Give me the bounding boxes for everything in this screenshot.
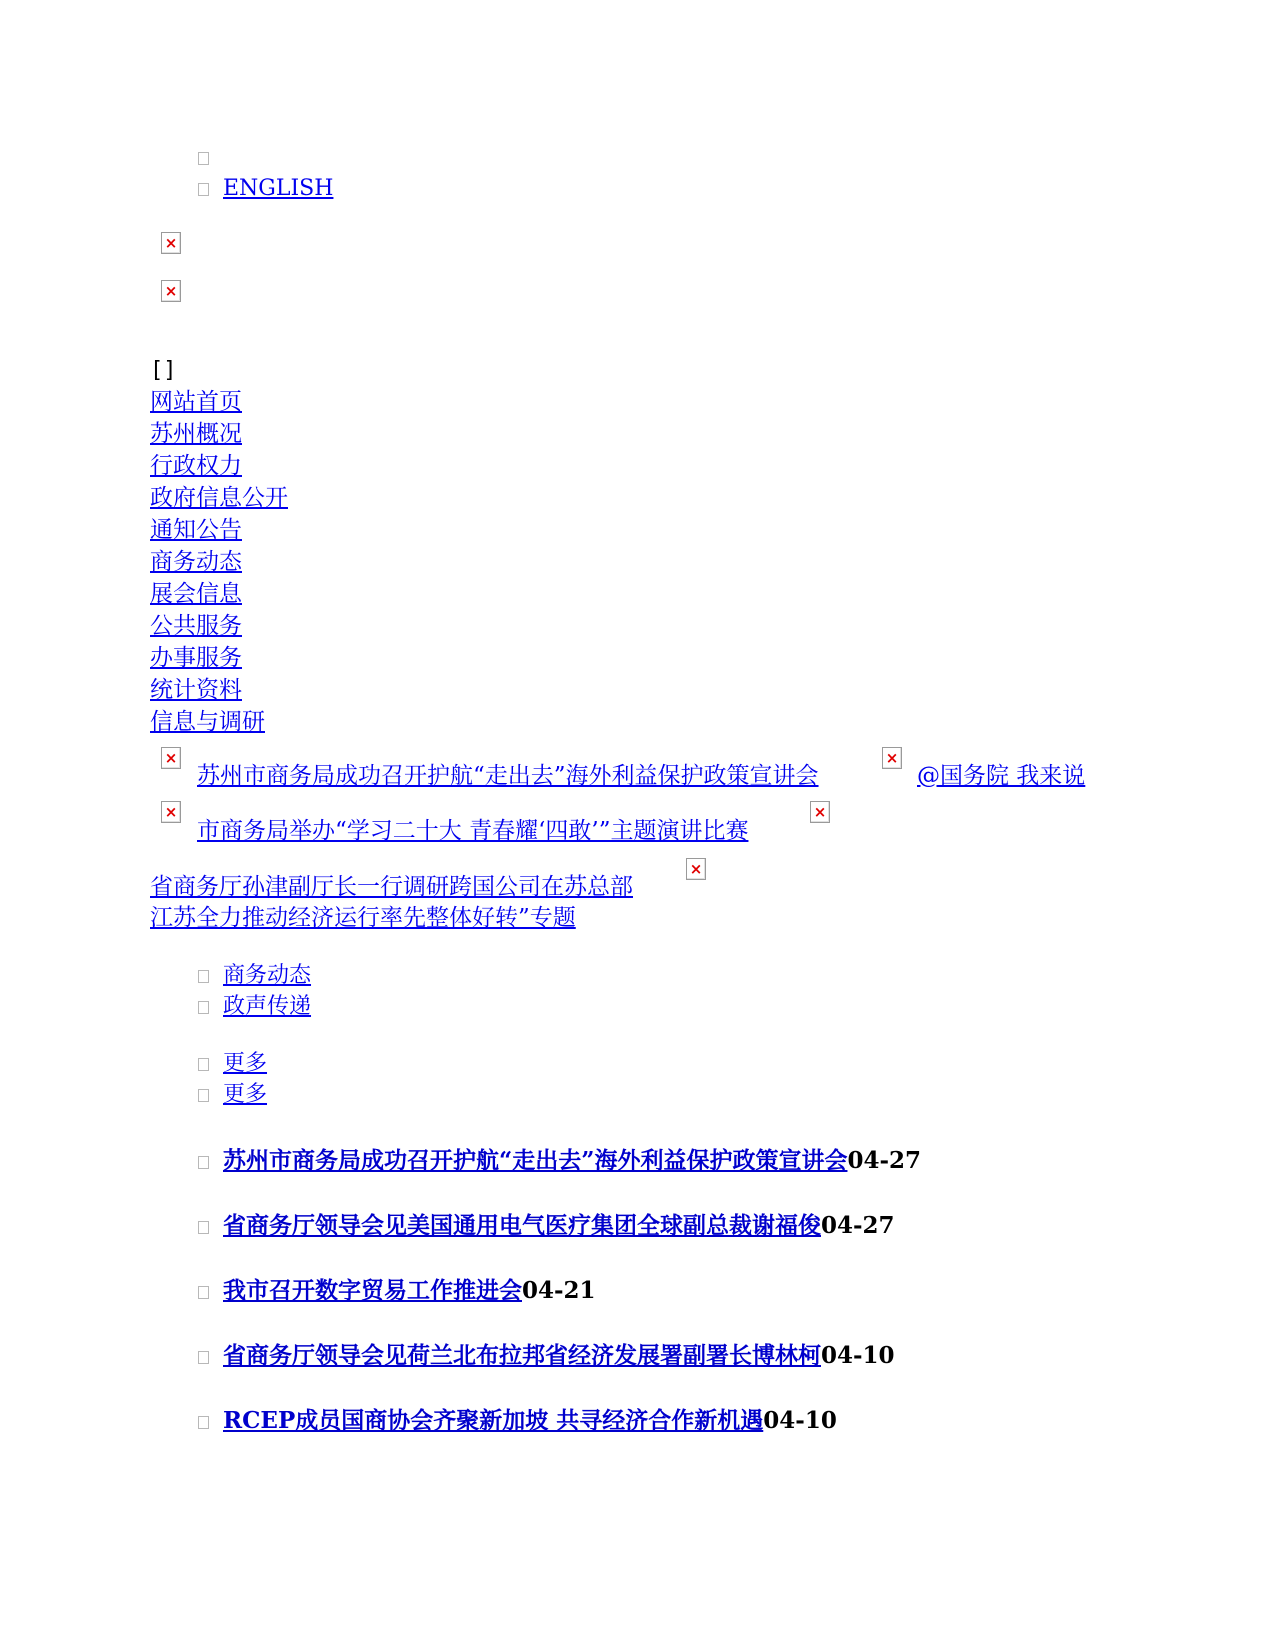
broken-image-icon (686, 858, 706, 880)
main-nav (150, 386, 288, 738)
news-link[interactable]: 我市召开数字贸易工作推进会 (223, 1277, 522, 1304)
nav-link-gov-info[interactable]: 政府信息公开 (150, 485, 288, 511)
bullet-icon (198, 970, 209, 983)
nav-link-exhibitions[interactable]: 展会信息 (150, 581, 242, 607)
news-date: 04-10 (821, 1342, 895, 1369)
placeholder-glyph: [] (150, 358, 177, 383)
news-date: 04-27 (847, 1147, 922, 1174)
broken-image-icon (161, 232, 181, 254)
top-link-item[interactable] (198, 142, 333, 173)
bullet-icon (198, 1089, 209, 1102)
bullet-icon (198, 183, 209, 196)
broken-image-icon (161, 747, 181, 769)
nav-item[interactable] (150, 482, 288, 514)
tab-business-news[interactable]: 商务动态 (223, 963, 312, 988)
nav-item[interactable] (150, 706, 288, 738)
featured-link-1[interactable]: 苏州市商务局成功召开护航“走出去”海外利益保护政策宣讲会 (197, 763, 819, 789)
tab-item[interactable] (198, 960, 311, 991)
featured-link-4[interactable]: 省商务厅孙津副厅长一行调研跨国公司在苏总部 (150, 874, 633, 900)
news-date: 04-10 (763, 1407, 837, 1434)
more-link[interactable]: 更多 (223, 1051, 268, 1076)
featured-link-5[interactable]: 江苏全力推动经济运行率先整体好转”专题 (150, 905, 576, 931)
bullet-icon (198, 1286, 209, 1299)
broken-image-icon (882, 747, 902, 769)
tab-government-voice[interactable]: 政声传递 (223, 994, 312, 1019)
list-item (198, 1405, 921, 1470)
news-link[interactable]: 苏州市商务局成功召开护航“走出去”海外利益保护政策宣讲会 (223, 1147, 848, 1174)
nav-link-public-services[interactable]: 公共服务 (150, 613, 242, 639)
list-item (198, 1210, 921, 1275)
nav-item[interactable] (150, 386, 288, 418)
featured-link-2[interactable]: @国务院 我来说 (917, 763, 1086, 789)
tab-item[interactable] (198, 991, 311, 1022)
bullet-icon (198, 1001, 209, 1014)
more-links (198, 1048, 267, 1110)
nav-item[interactable] (150, 546, 288, 578)
featured-link-3[interactable]: 市商务局举办“学习二十大 青春耀‘四敢’”主题演讲比赛 (197, 818, 749, 844)
nav-item[interactable] (150, 450, 288, 482)
list-item (198, 1340, 921, 1405)
list-item (198, 1275, 921, 1340)
top-links (198, 142, 333, 204)
nav-item[interactable] (150, 418, 288, 450)
nav-link-notices[interactable]: 通知公告 (150, 517, 242, 543)
bullet-icon (198, 1416, 209, 1429)
nav-link-affairs[interactable]: 办事服务 (150, 645, 242, 671)
nav-item[interactable] (150, 514, 288, 546)
broken-image-icon (810, 801, 830, 823)
news-date: 04-21 (522, 1277, 596, 1304)
nav-item[interactable] (150, 578, 288, 610)
bullet-icon (198, 1221, 209, 1234)
bullet-icon (198, 1156, 209, 1169)
nav-link-overview[interactable]: 苏州概况 (150, 421, 242, 447)
more-item[interactable] (198, 1048, 267, 1079)
news-link[interactable]: RCEP成员国商协会齐聚新加坡 共寻经济合作新机遇 (223, 1407, 764, 1434)
english-link[interactable]: ENGLISH (223, 176, 334, 201)
nav-link-admin-power[interactable]: 行政权力 (150, 453, 242, 479)
bullet-icon (198, 1351, 209, 1364)
news-tabs (198, 960, 311, 1022)
nav-item[interactable] (150, 674, 288, 706)
bullet-icon (198, 1058, 209, 1071)
news-link[interactable]: 省商务厅领导会见美国通用电气医疗集团全球副总裁谢福俊 (223, 1212, 821, 1239)
news-date: 04-27 (821, 1212, 895, 1239)
news-link[interactable]: 省商务厅领导会见荷兰北布拉邦省经济发展署副署长博林柯 (223, 1342, 821, 1369)
nav-link-home[interactable]: 网站首页 (150, 389, 242, 415)
nav-link-research[interactable]: 信息与调研 (150, 709, 265, 735)
nav-item[interactable] (150, 610, 288, 642)
list-item (198, 1145, 921, 1210)
broken-image-icon (161, 280, 181, 302)
more-item[interactable] (198, 1079, 267, 1110)
broken-image-icon (161, 801, 181, 823)
nav-link-statistics[interactable]: 统计资料 (150, 677, 242, 703)
news-list (198, 1145, 921, 1470)
nav-item[interactable] (150, 642, 288, 674)
more-link[interactable]: 更多 (223, 1082, 268, 1107)
nav-link-business-news[interactable]: 商务动态 (150, 549, 242, 575)
top-link-item[interactable] (198, 173, 333, 204)
bullet-icon (198, 152, 209, 165)
